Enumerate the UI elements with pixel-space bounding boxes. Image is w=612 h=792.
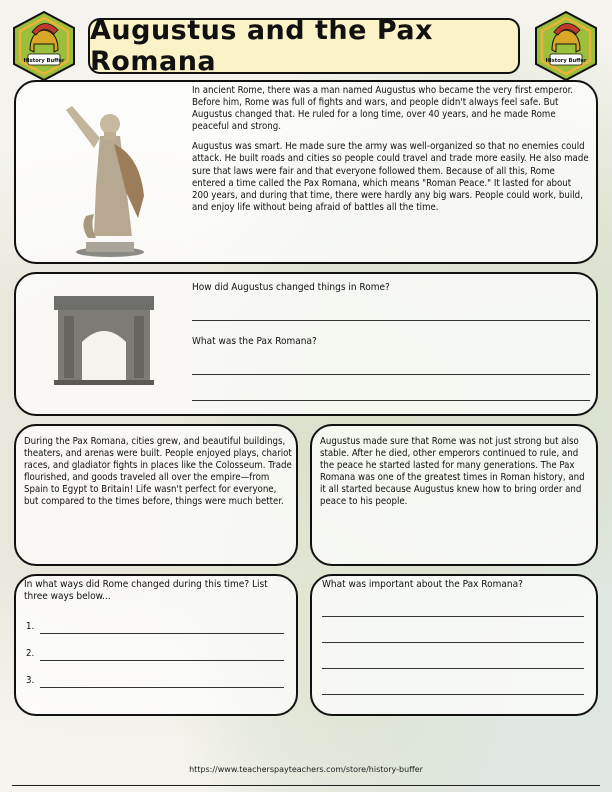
answer-line-importance-3[interactable] bbox=[322, 668, 584, 669]
intro-section bbox=[14, 80, 598, 264]
questions-section bbox=[14, 272, 598, 416]
question-1: How did Augustus changed things in Rome? bbox=[192, 282, 390, 293]
question-2: What was the Pax Romana? bbox=[192, 336, 317, 347]
rome-changes-question: In what ways did Rome changed during this time? List three ways below... bbox=[24, 579, 268, 603]
intro-paragraph-2: Augustus was smart. He made sure the army was well-organized so that no enemies could attack. He built roads and cities so people could travel and trade more easily. He also made sure that laws were fair and that everyone followed them. Because of all this, Rome entered a time called the Pax Romana, which means "Roman Peace." It lasted for about 200 years, and during that time, there were hardly any big wars. People could work, build, and enjoy life without being afraid of battles all the time. bbox=[192, 141, 589, 213]
importance-box bbox=[310, 574, 598, 716]
answer-line-importance-1[interactable] bbox=[322, 616, 584, 617]
footer-divider bbox=[12, 785, 600, 786]
history-buffer-logo-left bbox=[8, 10, 80, 82]
history-buffer-logo-right bbox=[530, 10, 602, 82]
footer-url: https://www.teacherspayteachers.com/store/history-buffer bbox=[189, 765, 423, 774]
list-number-3: 3. bbox=[26, 675, 35, 686]
augustus-legacy-box bbox=[310, 424, 598, 566]
list-number-1: 1. bbox=[26, 621, 35, 632]
svg-text:History Buffer: History Buffer bbox=[23, 58, 65, 64]
pax-romana-life-text: During the Pax Romana, cities grew, and beautiful buildings, theaters, and arenas were built. People enjoyed plays, chariot races, and gladiator fights in places like the Colosseum. Trade flourished, and goods traveled all over the empire—from Spain to Egypt to Britain! Life wasn't perfect for everyone, but compared to the times before, things were much better. bbox=[24, 436, 292, 508]
pax-romana-life-box bbox=[14, 424, 298, 566]
svg-text:History Buffer: History Buffer bbox=[545, 58, 587, 64]
augustus-statue-image bbox=[60, 96, 160, 258]
answer-line-way-2[interactable] bbox=[40, 660, 284, 661]
importance-question: What was important about the Pax Romana? bbox=[322, 579, 523, 590]
augustus-legacy-text: Augustus made sure that Rome was not just strong but also stable. After he died, other emperors continued to rule, and the peace he started lasted for many generations. The Pax Romana was one of the greatest times in Roman history, and it all started because Augustus knew how to bring order and peace to his people. bbox=[320, 436, 585, 508]
answer-line-q1-1[interactable] bbox=[192, 320, 590, 321]
answer-line-way-3[interactable] bbox=[40, 687, 284, 688]
answer-line-q2-2[interactable] bbox=[192, 400, 590, 401]
intro-paragraph-1: In ancient Rome, there was a man named Augustus who became the very first emperor. Before him, Rome was full of fights and wars, and people didn't always feel safe. But Augustus changed that. He ruled for a long time, over 40 years, and he made Rome peaceful and strong. bbox=[192, 85, 573, 133]
answer-line-way-1[interactable] bbox=[40, 633, 284, 634]
rome-changes-box bbox=[14, 574, 298, 716]
title-banner bbox=[88, 15, 520, 77]
page-title: Augustus and the Pax Romana bbox=[90, 15, 434, 77]
list-number-2: 2. bbox=[26, 648, 35, 659]
answer-line-importance-2[interactable] bbox=[322, 642, 584, 643]
roman-arch-image bbox=[52, 292, 156, 386]
answer-line-q2-1[interactable] bbox=[192, 374, 590, 375]
answer-line-importance-4[interactable] bbox=[322, 694, 584, 695]
